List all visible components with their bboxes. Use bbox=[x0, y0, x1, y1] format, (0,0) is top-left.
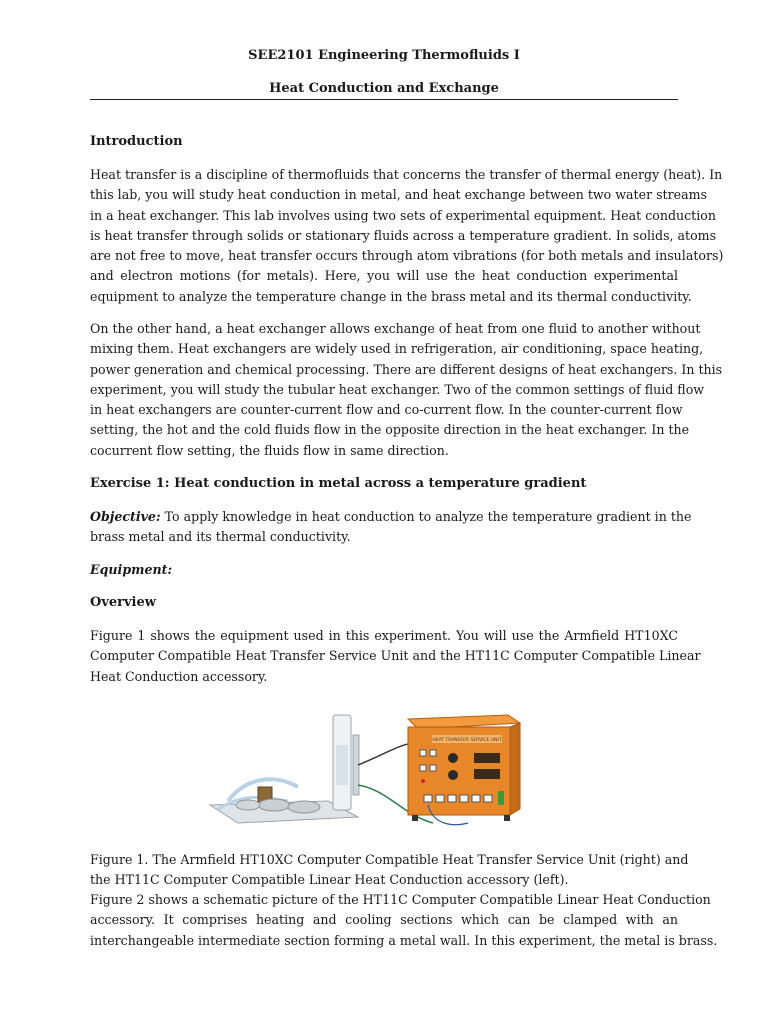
text-line: brass metal and its thermal conductivity. bbox=[90, 529, 351, 545]
unit-foot bbox=[504, 815, 510, 821]
clamp-housing bbox=[258, 799, 290, 811]
socket bbox=[484, 795, 492, 802]
text-line: accessory. It comprises heating and cooling sections which can be clamped with an bbox=[90, 912, 678, 928]
knob bbox=[448, 753, 458, 763]
cable bbox=[358, 743, 413, 765]
equipment-photo bbox=[208, 705, 528, 835]
text-line: mixing them. Heat exchangers are widely used in refrigeration, air conditioning, space heating, bbox=[90, 341, 704, 357]
unit-foot bbox=[412, 815, 418, 821]
text-line: Heat Conduction accessory. bbox=[90, 668, 268, 684]
text-line: interchangeable intermediate section forming a metal wall. In this experiment, the metal is brass. bbox=[90, 932, 718, 948]
socket bbox=[424, 795, 432, 802]
text-line: are not free to move, heat transfer occurs through atom vibrations (for both metals and insulators) bbox=[90, 248, 724, 264]
page-title: Heat Conduction and Exchange bbox=[269, 81, 499, 96]
text-line: equipment to analyze the temperature change in the brass metal and its thermal conductivity. bbox=[90, 288, 692, 304]
text-line: On the other hand, a heat exchanger allows exchange of heat from one fluid to another without bbox=[90, 321, 701, 336]
exercise-1-heading: Exercise 1: Heat conduction in metal across a temperature gradient bbox=[90, 476, 587, 491]
overview-heading: Overview bbox=[90, 595, 156, 610]
objective-text: To apply knowledge in heat conduction to analyze the temperature gradient in the bbox=[160, 509, 692, 524]
introduction-paragraph-2 bbox=[90, 319, 723, 461]
figure-1-caption bbox=[90, 850, 689, 891]
indicator-light bbox=[421, 779, 425, 783]
column-window bbox=[336, 745, 348, 785]
text-line: the HT11C Computer Compatible Linear Heat Conduction accessory (left). bbox=[90, 872, 569, 888]
text-line: Figure 1 shows the equipment used in this experiment. You will use the Armfield HT10XC bbox=[90, 628, 678, 643]
switch bbox=[420, 765, 426, 771]
objective-paragraph bbox=[90, 507, 692, 548]
text-line: setting, the hot and the cold fluids flow in the opposite direction in the heat exchanger. In the bbox=[90, 422, 690, 438]
display-panel bbox=[474, 753, 500, 763]
text-line: experiment, you will study the tubular heat exchanger. Two of the common settings of fluid flow bbox=[90, 381, 705, 397]
switch bbox=[430, 750, 436, 756]
overview-paragraph bbox=[90, 626, 701, 687]
text-line: Figure 1. The Armfield HT10XC Computer Compatible Heat Transfer Service Unit (right) and bbox=[90, 852, 689, 867]
text-line: this lab, you will study heat conduction in metal, and heat exchange between two water streams bbox=[90, 187, 708, 203]
service-unit-label: HEAT TRANSFER SERVICE UNIT bbox=[432, 738, 502, 743]
introduction-paragraph-1 bbox=[90, 165, 724, 307]
figure-2-paragraph bbox=[90, 890, 718, 951]
service-unit-side bbox=[510, 723, 520, 815]
green-switch bbox=[498, 791, 504, 805]
text-line bbox=[90, 507, 692, 527]
equipment-heading: Equipment: bbox=[90, 562, 173, 577]
text-line: in a heat exchanger. This lab involves using two sets of experimental equipment. Heat conduction bbox=[90, 207, 716, 223]
switch bbox=[420, 750, 426, 756]
title-divider bbox=[90, 99, 678, 100]
text-line: in heat exchangers are counter-current flow and co-current flow. In the counter-current flow bbox=[90, 402, 683, 418]
text-line: power generation and chemical processing. There are different designs of heat exchangers. In this bbox=[90, 361, 723, 377]
socket bbox=[436, 795, 444, 802]
display-panel bbox=[474, 769, 500, 779]
text-line: cocurrent flow setting, the fluids flow in same direction. bbox=[90, 442, 449, 458]
objective-label: Objective: bbox=[90, 509, 161, 524]
socket bbox=[460, 795, 468, 802]
knob bbox=[448, 770, 458, 780]
socket bbox=[448, 795, 456, 802]
socket bbox=[472, 795, 480, 802]
clamp-housing bbox=[236, 800, 260, 810]
text-line: Heat transfer is a discipline of thermofluids that concerns the transfer of thermal energy (heat). In bbox=[90, 167, 723, 182]
switch bbox=[430, 765, 436, 771]
course-title: SEE2101 Engineering Thermofluids I bbox=[248, 48, 520, 63]
introduction-heading: Introduction bbox=[90, 134, 183, 149]
clamp-housing bbox=[288, 801, 320, 813]
text-line: Figure 2 shows a schematic picture of the HT11C Computer Compatible Linear Heat Conduction bbox=[90, 892, 711, 907]
text-line: Computer Compatible Heat Transfer Service Unit and the HT11C Computer Compatible Linear bbox=[90, 648, 701, 664]
text-line: and electron motions (for metals). Here, you will use the heat conduction experimental bbox=[90, 268, 678, 284]
text-line: is heat transfer through solids or stationary fluids across a temperature gradient. In solids, atoms bbox=[90, 227, 717, 243]
